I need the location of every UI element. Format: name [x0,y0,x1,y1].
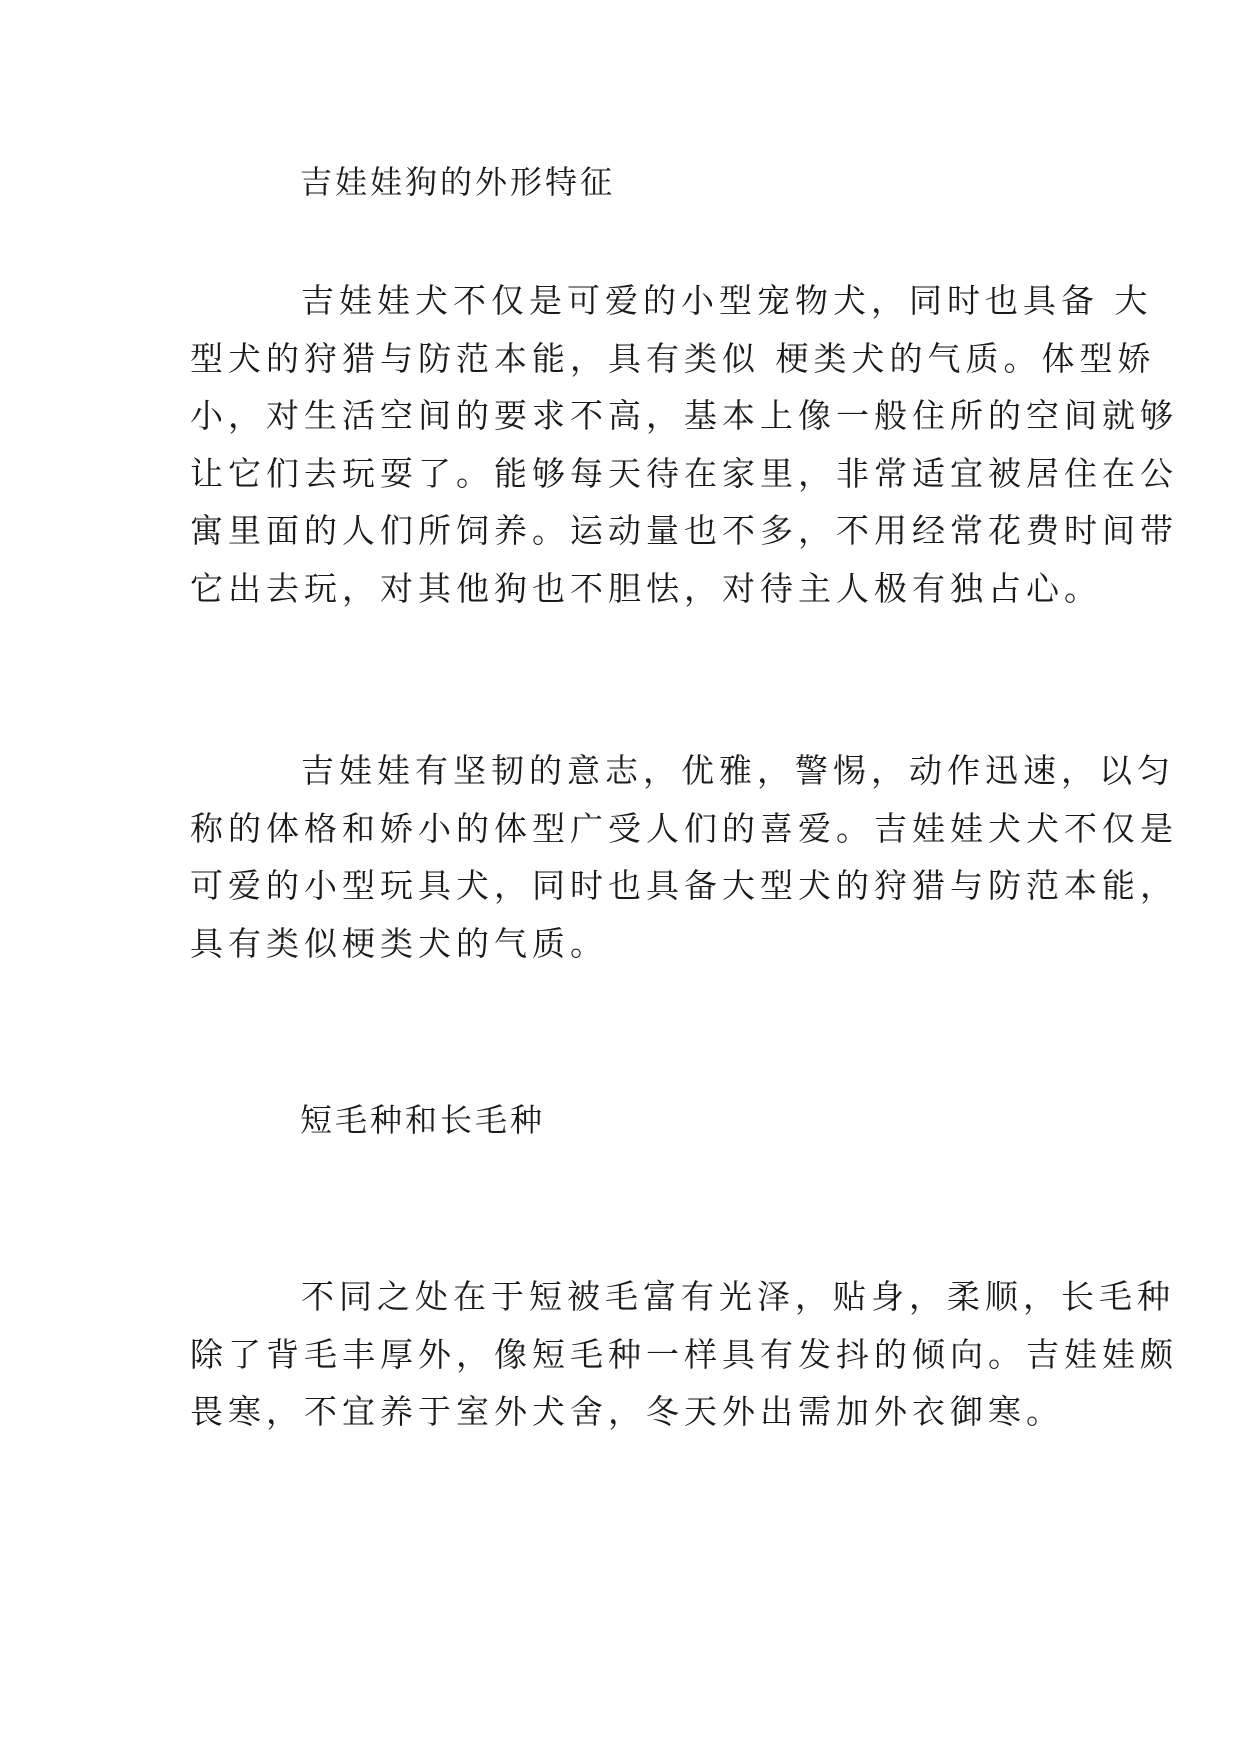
paragraph-line: 除了背毛丰厚外，像短毛种一样具有发抖的倾向。吉娃娃颇 [190,1334,1178,1374]
paragraph-line: 吉娃娃犬不仅是可爱的小型宠物犬，同时也具备 大 [301,281,1153,320]
paragraph-line: 不同之处在于短被毛富有光泽，贴身，柔顺，长毛种 [301,1277,1175,1316]
paragraph-line: 畏寒，不宜养于室外犬舍，冬天外出需加外衣御寒。 [190,1392,1064,1431]
paragraph-line: 它出去玩，对其他狗也不胆怯，对待主人极有独占心。 [190,568,1102,608]
paragraph-line: 吉娃娃有坚韧的意志，优雅，警惕，动作迅速，以匀 [301,751,1175,790]
section-heading-appearance: 吉娃娃狗的外形特征 [300,163,616,201]
paragraph-coat [190,1268,1178,1441]
paragraph-line: 型犬的狩猎与防范本能，具有类似 梗类犬的气质。体型娇 [190,338,1156,378]
paragraph-line: 称的体格和娇小的体型广受人们的喜爱。吉娃娃犬犬不仅是 [190,808,1178,848]
paragraph-line: 具有类似梗类犬的气质。 [190,923,608,963]
paragraph-line: 小，对生活空间的要求不高，基本上像一般住所的空间就够 [190,396,1178,435]
paragraph-line: 寓里面的人们所饲养。运动量也不多，不用经常花费时间带 [190,511,1178,550]
paragraph-overview [190,272,1178,617]
section-heading-coat-types: 短毛种和长毛种 [300,1101,546,1139]
paragraph-line: 可爱的小型玩具犬，同时也具备大型犬的狩猎与防范本能， [190,866,1178,905]
paragraph-line: 让它们去玩耍了。能够每天待在家里，非常适宜被居住在公 [190,453,1178,493]
paragraph-temperament [190,742,1178,972]
